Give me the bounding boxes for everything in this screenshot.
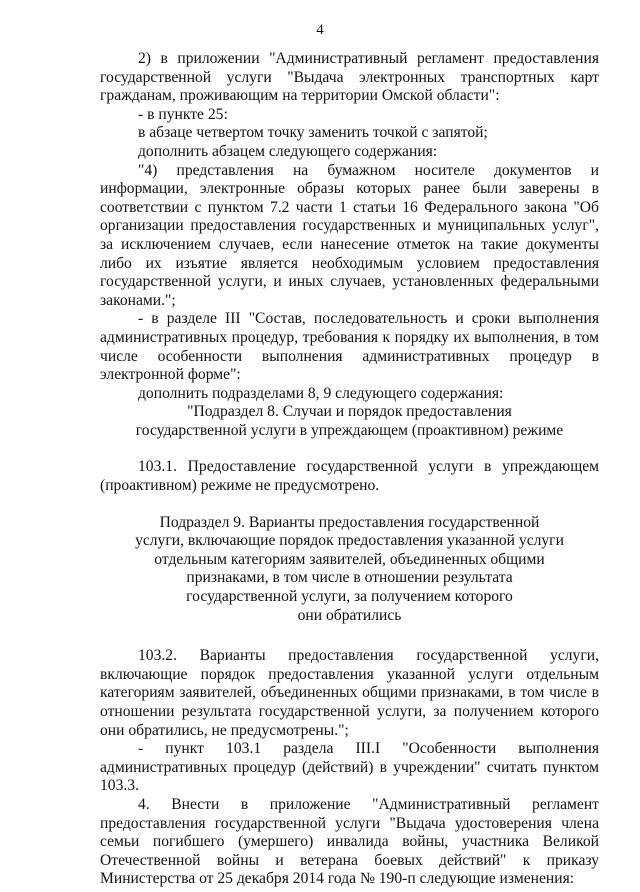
- subsection-9-heading-line-1: Подраздел 9. Варианты предоставления государственной: [159, 513, 540, 531]
- spacer: [100, 440, 599, 458]
- paragraph-item-2: 2) в приложении "Административный регламент предоставления государственной услуги "Выдача электронных транспортных карт гражданам, проживающим на территории Омской области":: [100, 50, 599, 105]
- paragraph-item-4: 4. Внести в приложение "Административный регламент предоставления государственной услуги "Выдача удостоверения члена семьи погибшего (умершего) инвалида войны, участника Великой Отечественной войны и ветерана боевых действий" к приказу Министерства от 25 декабря 2014 года № 190-п следующие изменения:: [100, 795, 599, 888]
- paragraph-quote-item-4: "4) представления на бумажном носителе документов и информации, электронные образы которых ранее были заверены в соответствии с пунктом 7.2 части 1 статьи 16 Федерального закона "Об организации предоставления государственных и муниципальных услуг", за исключением случаев, если нанесение отметок на такие документы либо их изъятие является необходимым условием предоставления государственной услуги, и иных случаев, установленных федеральными законами.";: [100, 161, 599, 309]
- subsection-9-heading-line-2: услуги, включающие порядок предоставления указанной услуги: [135, 532, 564, 550]
- spacer: [100, 496, 599, 514]
- paragraph-section-3: - в разделе III "Состав, последовательность и сроки выполнения административных процедур, требования к порядку их выполнения, в том числе особенности выполнения административных процедур в электронной форме":: [100, 310, 599, 384]
- line-paragraph-4-change: в абзаце четвертом точку заменить точкой с запятой;: [138, 124, 488, 142]
- subsection-8-heading-line-1: "Подраздел 8. Случаи и порядок предоставления: [187, 403, 512, 421]
- subsection-9-heading-line-6: они обратились: [297, 606, 402, 624]
- subsection-9-heading-line-3: отдельным категориям заявителей, объединенных общими: [154, 550, 545, 568]
- paragraph-103-1: 103.1. Предоставление государственной услуги в упреждающем (проактивном) режиме не предусмотрено.: [100, 458, 599, 495]
- line-supplement-subsections: дополнить подразделами 8, 9 следующего содержания:: [138, 384, 504, 402]
- spacer: [100, 625, 599, 647]
- subsection-9-heading-line-5: государственной услуги, за получением которого: [186, 588, 513, 606]
- paragraph-103-2: 103.2. Варианты предоставления государственной услуги, включающие порядок предоставления указанной услуги отдельным категориям заявителей, объединенных общими признаками, в том числе в отношении результата государственной услуги, за получением которого они обратились, не предусмотрены.";: [100, 647, 599, 739]
- subsection-9-heading-line-4: признаками, в том числе в отношении результата: [186, 569, 513, 587]
- paragraph-renumber-point: - пункт 103.1 раздела III.I "Особенности выполнения административных процедур (действий) в учреждении" считать пунктом 103.3.: [100, 740, 599, 795]
- line-point-25: - в пункте 25:: [138, 105, 228, 123]
- page-number: 4: [316, 22, 324, 38]
- document-body: [100, 50, 599, 889]
- line-supplement-paragraph: дополнить абзацем следующего содержания:: [138, 142, 438, 160]
- subsection-8-heading-line-2: государственной услуги в упреждающем (проактивном) режиме: [135, 421, 564, 439]
